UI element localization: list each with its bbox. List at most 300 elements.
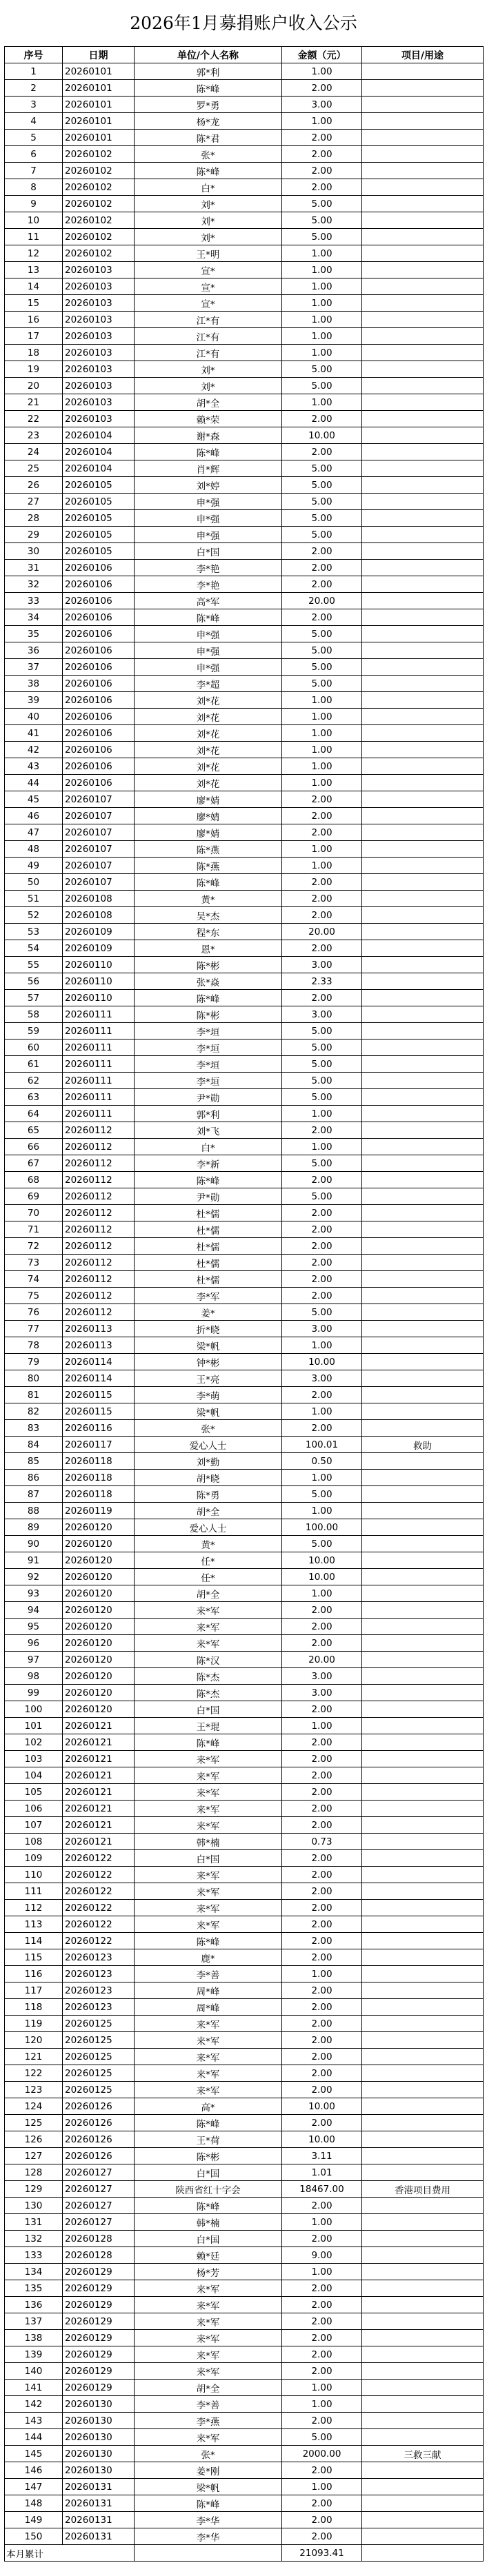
row-date: 20260114: [63, 1370, 135, 1387]
row-serial-no: 63: [5, 1089, 63, 1106]
row-donor-name: 刘*勤: [135, 1453, 282, 1470]
row-amount: 2.00: [282, 2115, 362, 2131]
table-row: [5, 1817, 484, 1834]
table-row: [5, 2413, 484, 2429]
row-amount: 2.00: [282, 2065, 362, 2082]
row-serial-no: 3: [5, 97, 63, 113]
table-row: [5, 113, 484, 130]
row-date: 20260125: [63, 2082, 135, 2098]
row-donor-name: 张*: [135, 2446, 282, 2462]
row-date: 20260103: [63, 394, 135, 411]
row-date: 20260103: [63, 345, 135, 361]
row-serial-no: 85: [5, 1453, 63, 1470]
row-donor-name: 杜*儒: [135, 1238, 282, 1255]
row-serial-no: 150: [5, 2528, 63, 2545]
row-amount: 2.00: [282, 163, 362, 179]
table-row: [5, 1288, 484, 1304]
row-serial-no: 76: [5, 1304, 63, 1321]
row-project-use: [362, 940, 484, 957]
table-row: [5, 609, 484, 626]
row-donor-name: 杨*龙: [135, 113, 282, 130]
table-row: [5, 775, 484, 791]
row-project-use: [362, 808, 484, 824]
table-row: [5, 1602, 484, 1619]
table-row: [5, 1685, 484, 1701]
row-date: 20260115: [63, 1403, 135, 1420]
row-serial-no: 83: [5, 1420, 63, 1437]
row-donor-name: 郭*利: [135, 63, 282, 80]
table-row: [5, 2115, 484, 2131]
row-date: 20260120: [63, 1585, 135, 1602]
row-date: 20260129: [63, 2380, 135, 2396]
row-serial-no: 11: [5, 229, 63, 245]
row-donor-name: 陈*杰: [135, 1685, 282, 1701]
row-donor-name: 来*军: [135, 2016, 282, 2032]
table-row: [5, 345, 484, 361]
row-project-use: [362, 2231, 484, 2247]
row-project-use: [362, 1619, 484, 1635]
row-donor-name: 刘*: [135, 378, 282, 394]
table-row: [5, 560, 484, 576]
row-date: 20260102: [63, 212, 135, 229]
row-project-use: [362, 907, 484, 924]
table-row: [5, 676, 484, 692]
table-row: [5, 824, 484, 841]
row-project-use: [362, 1850, 484, 1867]
row-donor-name: 白*: [135, 179, 282, 196]
row-serial-no: 119: [5, 2016, 63, 2032]
row-date: 20260110: [63, 957, 135, 973]
row-date: 20260120: [63, 1536, 135, 1552]
row-donor-name: 程*东: [135, 924, 282, 940]
row-amount: 1.00: [282, 692, 362, 709]
row-amount: 2.00: [282, 2082, 362, 2098]
row-date: 20260103: [63, 312, 135, 328]
table-row: [5, 278, 484, 295]
row-project-use: [362, 1106, 484, 1122]
row-amount: 3.00: [282, 97, 362, 113]
table-row: [5, 2512, 484, 2528]
table-row: [5, 1751, 484, 1767]
table-row: [5, 1437, 484, 1453]
row-serial-no: 31: [5, 560, 63, 576]
row-serial-no: 95: [5, 1619, 63, 1635]
row-serial-no: 114: [5, 1933, 63, 1949]
row-serial-no: 21: [5, 394, 63, 411]
table-row: [5, 163, 484, 179]
row-donor-name: 刘*花: [135, 725, 282, 742]
table-row: [5, 1321, 484, 1337]
row-date: 20260105: [63, 510, 135, 527]
row-date: 20260112: [63, 1122, 135, 1139]
row-serial-no: 70: [5, 1205, 63, 1221]
row-project-use: [362, 990, 484, 1006]
table-row: [5, 1470, 484, 1486]
row-serial-no: 109: [5, 1850, 63, 1867]
table-row: [5, 1536, 484, 1552]
row-date: 20260122: [63, 1900, 135, 1916]
row-project-use: [362, 2413, 484, 2429]
row-donor-name: 来*军: [135, 1767, 282, 1784]
row-donor-name: 申*强: [135, 626, 282, 642]
row-serial-no: 60: [5, 1039, 63, 1056]
row-project-use: [362, 1470, 484, 1486]
row-date: 20260110: [63, 990, 135, 1006]
row-donor-name: 赖*荣: [135, 411, 282, 427]
row-amount: 2.00: [282, 543, 362, 560]
row-amount: 2.00: [282, 411, 362, 427]
row-donor-name: 李*垣: [135, 1056, 282, 1073]
row-project-use: [362, 1701, 484, 1718]
row-amount: 1.01: [282, 2164, 362, 2181]
table-row: [5, 1635, 484, 1652]
row-serial-no: 55: [5, 957, 63, 973]
row-project-use: [362, 163, 484, 179]
row-serial-no: 32: [5, 576, 63, 593]
row-project-use: [362, 973, 484, 990]
row-amount: 1.00: [282, 1403, 362, 1420]
table-row: [5, 1188, 484, 1205]
row-amount: 2.00: [282, 2313, 362, 2330]
row-date: 20260121: [63, 1834, 135, 1850]
row-donor-name: 折*晓: [135, 1321, 282, 1337]
row-project-use: [362, 858, 484, 874]
row-project-use: [362, 543, 484, 560]
row-donor-name: 胡*晓: [135, 1470, 282, 1486]
table-row: [5, 245, 484, 262]
row-project-use: [362, 2363, 484, 2380]
table-row: [5, 1403, 484, 1420]
row-date: 20260102: [63, 179, 135, 196]
table-row: [5, 742, 484, 758]
row-project-use: [362, 1635, 484, 1652]
row-amount: 2.00: [282, 1900, 362, 1916]
row-project-use: [362, 2264, 484, 2280]
row-donor-name: 韩*楠: [135, 2214, 282, 2231]
row-amount: 2.00: [282, 1221, 362, 1238]
table-row: [5, 692, 484, 709]
table-row: [5, 212, 484, 229]
row-donor-name: 来*军: [135, 1900, 282, 1916]
row-serial-no: 62: [5, 1073, 63, 1089]
row-project-use: [362, 146, 484, 163]
row-date: 20260120: [63, 1519, 135, 1536]
row-serial-no: 135: [5, 2280, 63, 2297]
row-amount: 5.00: [282, 229, 362, 245]
row-project-use: [362, 196, 484, 212]
table-row: [5, 2297, 484, 2313]
row-serial-no: 94: [5, 1602, 63, 1619]
table-row: [5, 1949, 484, 1966]
row-donor-name: 李*华: [135, 2512, 282, 2528]
row-donor-name: 陈*彬: [135, 2148, 282, 2164]
table-row: [5, 494, 484, 510]
table-row: [5, 444, 484, 460]
row-date: 20260112: [63, 1304, 135, 1321]
row-donor-name: 陈*峰: [135, 2198, 282, 2214]
table-row: [5, 1172, 484, 1188]
row-serial-no: 140: [5, 2363, 63, 2380]
table-row: [5, 394, 484, 411]
row-date: 20260127: [63, 2214, 135, 2231]
table-row: [5, 527, 484, 543]
row-project-use: [362, 1073, 484, 1089]
table-row: [5, 262, 484, 278]
row-amount: 3.00: [282, 957, 362, 973]
row-date: 20260131: [63, 2495, 135, 2512]
row-donor-name: 来*军: [135, 2346, 282, 2363]
row-amount: 2.00: [282, 1817, 362, 1834]
row-donor-name: 陈*杰: [135, 1668, 282, 1685]
row-date: 20260110: [63, 973, 135, 990]
row-donor-name: 陈*峰: [135, 609, 282, 626]
row-amount: 2.00: [282, 2528, 362, 2545]
row-date: 20260120: [63, 1552, 135, 1569]
announcement-sheet: [4, 0, 483, 2562]
row-donor-name: 李*垣: [135, 1073, 282, 1089]
row-donor-name: 高*: [135, 2098, 282, 2115]
row-project-use: [362, 742, 484, 758]
row-donor-name: 爱心人士: [135, 1519, 282, 1536]
row-project-use: [362, 1916, 484, 1933]
row-donor-name: 韩*楠: [135, 1834, 282, 1850]
table-row: [5, 1569, 484, 1585]
row-date: 20260107: [63, 841, 135, 858]
table-row: [5, 576, 484, 593]
row-date: 20260111: [63, 1006, 135, 1023]
row-serial-no: 123: [5, 2082, 63, 2098]
row-donor-name: 刘*婷: [135, 477, 282, 494]
row-donor-name: 来*军: [135, 2032, 282, 2049]
table-row: [5, 229, 484, 245]
row-project-use: [362, 1039, 484, 1056]
table-row: [5, 1999, 484, 2016]
row-date: 20260106: [63, 725, 135, 742]
row-donor-name: 任*: [135, 1569, 282, 1585]
row-amount: 2.00: [282, 907, 362, 924]
row-project-use: [362, 1519, 484, 1536]
row-project-use: [362, 312, 484, 328]
table-row: [5, 2131, 484, 2148]
total-spacer: [135, 2545, 282, 2562]
row-date: 20260129: [63, 2264, 135, 2280]
row-donor-name: 来*军: [135, 1883, 282, 1900]
row-serial-no: 134: [5, 2264, 63, 2280]
row-amount: 2.00: [282, 1734, 362, 1751]
row-donor-name: 陈*彬: [135, 957, 282, 973]
row-amount: 2.00: [282, 2280, 362, 2297]
row-serial-no: 2: [5, 80, 63, 97]
row-date: 20260129: [63, 2363, 135, 2380]
row-project-use: [362, 2148, 484, 2164]
row-donor-name: 姜*刚: [135, 2462, 282, 2479]
row-amount: 2.00: [282, 1619, 362, 1635]
row-project-use: [362, 2214, 484, 2231]
row-serial-no: 65: [5, 1122, 63, 1139]
row-donor-name: 王*明: [135, 245, 282, 262]
row-amount: 2.00: [282, 1767, 362, 1784]
row-date: 20260106: [63, 692, 135, 709]
row-date: 20260123: [63, 1999, 135, 2016]
row-serial-no: 74: [5, 1271, 63, 1288]
row-date: 20260106: [63, 560, 135, 576]
row-project-use: [362, 1883, 484, 1900]
row-project-use: [362, 2512, 484, 2528]
row-serial-no: 137: [5, 2313, 63, 2330]
row-serial-no: 58: [5, 1006, 63, 1023]
row-amount: 2.00: [282, 2049, 362, 2065]
row-project-use: [362, 2115, 484, 2131]
row-project-use: [362, 709, 484, 725]
row-donor-name: 李*垣: [135, 1023, 282, 1039]
row-donor-name: 来*军: [135, 2429, 282, 2446]
row-amount: 5.00: [282, 527, 362, 543]
row-project-use: [362, 427, 484, 444]
row-donor-name: 白*: [135, 1139, 282, 1155]
row-date: 20260121: [63, 1801, 135, 1817]
row-project-use: [362, 1949, 484, 1966]
row-serial-no: 92: [5, 1569, 63, 1585]
table-row: [5, 1701, 484, 1718]
row-amount: 1.00: [282, 328, 362, 345]
row-project-use: [362, 1585, 484, 1602]
row-donor-name: 陈*汉: [135, 1652, 282, 1668]
table-row: [5, 642, 484, 659]
row-date: 20260112: [63, 1271, 135, 1288]
table-row: [5, 97, 484, 113]
row-date: 20260123: [63, 1982, 135, 1999]
row-project-use: [362, 1387, 484, 1403]
row-amount: 2.00: [282, 1172, 362, 1188]
row-project-use: [362, 1867, 484, 1883]
row-donor-name: 李*燕: [135, 2413, 282, 2429]
header-date: 日期: [63, 47, 135, 63]
row-serial-no: 81: [5, 1387, 63, 1403]
table-row: [5, 1155, 484, 1172]
table-row: [5, 1982, 484, 1999]
row-amount: 2.00: [282, 130, 362, 146]
table-row: [5, 1834, 484, 1850]
table-row: [5, 2313, 484, 2330]
row-project-use: 救助: [362, 1437, 484, 1453]
row-project-use: [362, 1006, 484, 1023]
row-date: 20260123: [63, 1949, 135, 1966]
row-amount: 2.00: [282, 1949, 362, 1966]
row-serial-no: 7: [5, 163, 63, 179]
row-amount: 20.00: [282, 924, 362, 940]
row-donor-name: 张*: [135, 146, 282, 163]
row-project-use: [362, 1023, 484, 1039]
row-donor-name: 申*强: [135, 527, 282, 543]
row-project-use: [362, 2131, 484, 2148]
row-amount: 3.00: [282, 1006, 362, 1023]
row-project-use: [362, 2280, 484, 2297]
row-date: 20260112: [63, 1172, 135, 1188]
row-amount: 5.00: [282, 1486, 362, 1503]
row-project-use: [362, 791, 484, 808]
table-row: [5, 130, 484, 146]
table-row: [5, 940, 484, 957]
row-serial-no: 45: [5, 791, 63, 808]
table-row: [5, 593, 484, 609]
row-amount: 20.00: [282, 593, 362, 609]
row-date: 20260131: [63, 2512, 135, 2528]
row-amount: 2.00: [282, 2512, 362, 2528]
row-amount: 0.73: [282, 1834, 362, 1850]
row-date: 20260117: [63, 1437, 135, 1453]
row-date: 20260103: [63, 295, 135, 312]
row-serial-no: 131: [5, 2214, 63, 2231]
row-project-use: 香港项目费用: [362, 2181, 484, 2198]
table-row: [5, 725, 484, 742]
row-project-use: [362, 1255, 484, 1271]
row-project-use: [362, 1767, 484, 1784]
row-date: 20260102: [63, 146, 135, 163]
row-amount: 1.00: [282, 312, 362, 328]
row-donor-name: 来*军: [135, 2049, 282, 2065]
row-donor-name: 李*军: [135, 1288, 282, 1304]
row-date: 20260120: [63, 1619, 135, 1635]
row-project-use: [362, 2065, 484, 2082]
row-amount: 1.00: [282, 2380, 362, 2396]
row-project-use: [362, 212, 484, 229]
table-row: [5, 1304, 484, 1321]
row-donor-name: 江*有: [135, 312, 282, 328]
row-date: 20260112: [63, 1188, 135, 1205]
row-serial-no: 61: [5, 1056, 63, 1073]
row-amount: 2.00: [282, 874, 362, 891]
row-project-use: [362, 1834, 484, 1850]
table-row: [5, 2446, 484, 2462]
row-serial-no: 64: [5, 1106, 63, 1122]
row-project-use: [362, 1205, 484, 1221]
row-serial-no: 144: [5, 2429, 63, 2446]
row-date: 20260106: [63, 742, 135, 758]
row-donor-name: 来*军: [135, 2280, 282, 2297]
row-donor-name: 刘*: [135, 212, 282, 229]
row-date: 20260106: [63, 758, 135, 775]
table-row: [5, 312, 484, 328]
row-donor-name: 陈*峰: [135, 1933, 282, 1949]
table-row: [5, 2148, 484, 2164]
table-row: [5, 2495, 484, 2512]
row-project-use: [362, 642, 484, 659]
table-row: [5, 659, 484, 676]
table-row: [5, 1006, 484, 1023]
row-date: 20260103: [63, 262, 135, 278]
row-date: 20260111: [63, 1089, 135, 1106]
row-serial-no: 77: [5, 1321, 63, 1337]
row-amount: 1.00: [282, 742, 362, 758]
row-donor-name: 江*有: [135, 328, 282, 345]
table-row: [5, 1139, 484, 1155]
row-serial-no: 132: [5, 2231, 63, 2247]
row-date: 20260105: [63, 543, 135, 560]
table-row: [5, 1354, 484, 1370]
table-row: [5, 2049, 484, 2065]
row-project-use: [362, 2528, 484, 2545]
row-donor-name: 来*军: [135, 1751, 282, 1767]
row-amount: 5.00: [282, 1155, 362, 1172]
row-date: 20260109: [63, 924, 135, 940]
row-date: 20260120: [63, 1635, 135, 1652]
row-amount: 5.00: [282, 626, 362, 642]
row-serial-no: 69: [5, 1188, 63, 1205]
row-project-use: [362, 1304, 484, 1321]
row-date: 20260122: [63, 1883, 135, 1900]
row-date: 20260130: [63, 2429, 135, 2446]
row-serial-no: 48: [5, 841, 63, 858]
